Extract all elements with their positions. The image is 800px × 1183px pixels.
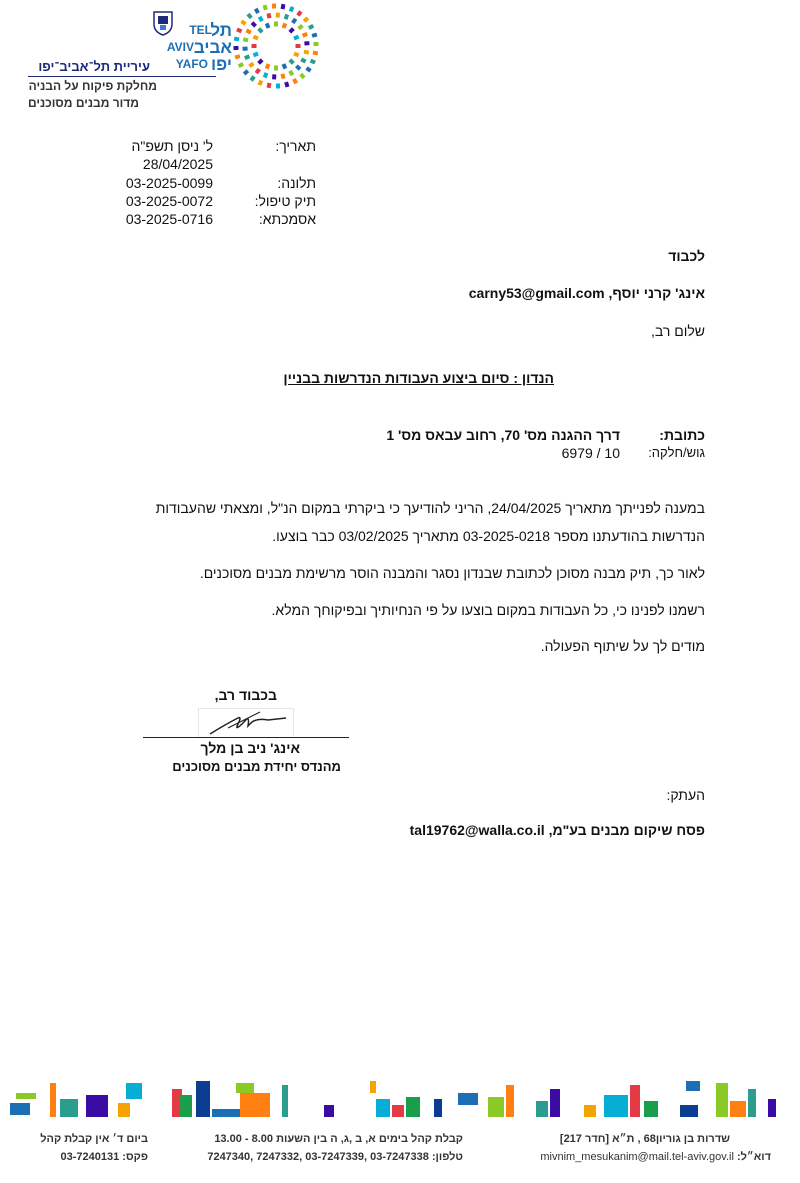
copy-email[interactable]: tal19762@walla.co.il bbox=[409, 822, 545, 838]
parcel-value: 6979 / 10 bbox=[561, 445, 620, 461]
honor-line: לכבוד bbox=[668, 248, 705, 264]
footer-phone-label: טלפון: bbox=[431, 1151, 463, 1163]
department-name: מחלקת פיקוח על הבניה bbox=[28, 79, 157, 93]
body-p4: מודים לך על שיתוף הפעולה. bbox=[540, 638, 705, 654]
hebrew-date: ל' ניסן תשפ"ה bbox=[131, 138, 213, 154]
footer-fax-line bbox=[60, 1151, 148, 1163]
footer-fax: 03-7240131 bbox=[60, 1151, 120, 1163]
address-label: כתובת: bbox=[659, 427, 705, 443]
signer-title: מהנדס יחידת מבנים מסוכנים bbox=[172, 759, 341, 774]
footer-hours: קבלת קהל בימים א, ב ,ג, ה בין השעות 8.00 - 13.00 bbox=[214, 1133, 463, 1145]
copy-name: פסח שיקום מבנים בע"מ, bbox=[548, 822, 705, 838]
signature-image bbox=[198, 708, 294, 738]
complaint-label: תלונה: bbox=[277, 175, 316, 191]
logo-en-2: AVIV bbox=[166, 40, 194, 54]
closing: בכבוד רב, bbox=[214, 687, 277, 703]
parcel-label: גוש/חלקה: bbox=[648, 445, 705, 460]
footer-phones-line bbox=[207, 1151, 463, 1163]
header-divider bbox=[28, 76, 216, 77]
unit-name: מדור מבנים מסוכנים bbox=[27, 96, 139, 110]
copy-label: העתק: bbox=[666, 787, 705, 803]
footer-no-reception: ביום ד׳ אין קבלת קהל bbox=[40, 1133, 148, 1145]
logo-wordmark bbox=[156, 22, 234, 74]
signature-line bbox=[143, 737, 349, 738]
reference-number: 03-2025-0716 bbox=[125, 211, 213, 227]
logo-en-3: YAFO bbox=[175, 57, 208, 71]
address-value: דרך ההגנה מס' 70, רחוב עבאס מס' 1 bbox=[386, 427, 620, 443]
case-label: תיק טיפול: bbox=[254, 193, 316, 209]
logo-he-2: אביב bbox=[193, 38, 232, 57]
footer-phones: 03-7247338 ,03-7247339 ,7247332 ,7247340 bbox=[207, 1151, 429, 1163]
complaint-number: 03-2025-0099 bbox=[125, 175, 213, 191]
logo-he-3: יפו bbox=[210, 55, 232, 74]
recipient-name: אינג' קרני יוסף, bbox=[608, 285, 705, 301]
body-p1-line2: הנדרשות בהודעתנו מספר 03-2025-0218 מתאריך 03/02/2025 כבר בוצעו. bbox=[272, 528, 705, 544]
gregorian-date: 28/04/2025 bbox=[142, 156, 213, 172]
footer-email-label: דוא״ל: bbox=[736, 1151, 771, 1163]
reference-label: אסמכתא: bbox=[258, 211, 316, 227]
case-number: 03-2025-0072 bbox=[125, 193, 213, 209]
footer-color-bars bbox=[0, 1075, 800, 1120]
recipient-line bbox=[469, 285, 705, 301]
body-p3: רשמנו לפנינו כי, כל העבודות במקום בוצעו על פי הנחיותיך ובפיקוחך המלא. bbox=[271, 602, 705, 618]
recipient-email[interactable]: carny53@gmail.com bbox=[468, 285, 605, 301]
subject-line: הנדון : סיום ביצוע העבודות הנדרשות בבניין bbox=[283, 370, 554, 386]
logo-en-1: TEL bbox=[189, 23, 212, 37]
logo-sunburst-icon bbox=[228, 0, 324, 92]
footer-email[interactable]: mivnim_mesukanim@mail.tel-aviv.gov.il bbox=[540, 1151, 734, 1163]
date-label: תאריך: bbox=[275, 138, 316, 154]
body-p1-line1: במענה לפנייתך מתאריך 24/04/2025, הריני להודיעך כי ביקרתי במקום הנ"ל, ומצאתי שהעבודות bbox=[155, 500, 705, 516]
signer-name: אינג' ניב בן מלך bbox=[200, 740, 300, 756]
footer-address: שדרות בן גוריון68 , ת״א [חדר 217] bbox=[559, 1133, 730, 1145]
logo-he-1: תל bbox=[210, 21, 232, 40]
city-name: עיריית תל־אביב־יפו bbox=[38, 59, 150, 74]
body-p2: לאור כך, תיק מבנה מסוכן לכתובת שבנדון נסגר והמבנה הוסר מרשימת מבנים מסוכנים. bbox=[199, 565, 705, 581]
copy-line bbox=[410, 822, 705, 838]
greeting: שלום רב, bbox=[651, 323, 705, 339]
footer-fax-label: פקס: bbox=[122, 1151, 148, 1163]
footer-email-line bbox=[540, 1151, 771, 1163]
